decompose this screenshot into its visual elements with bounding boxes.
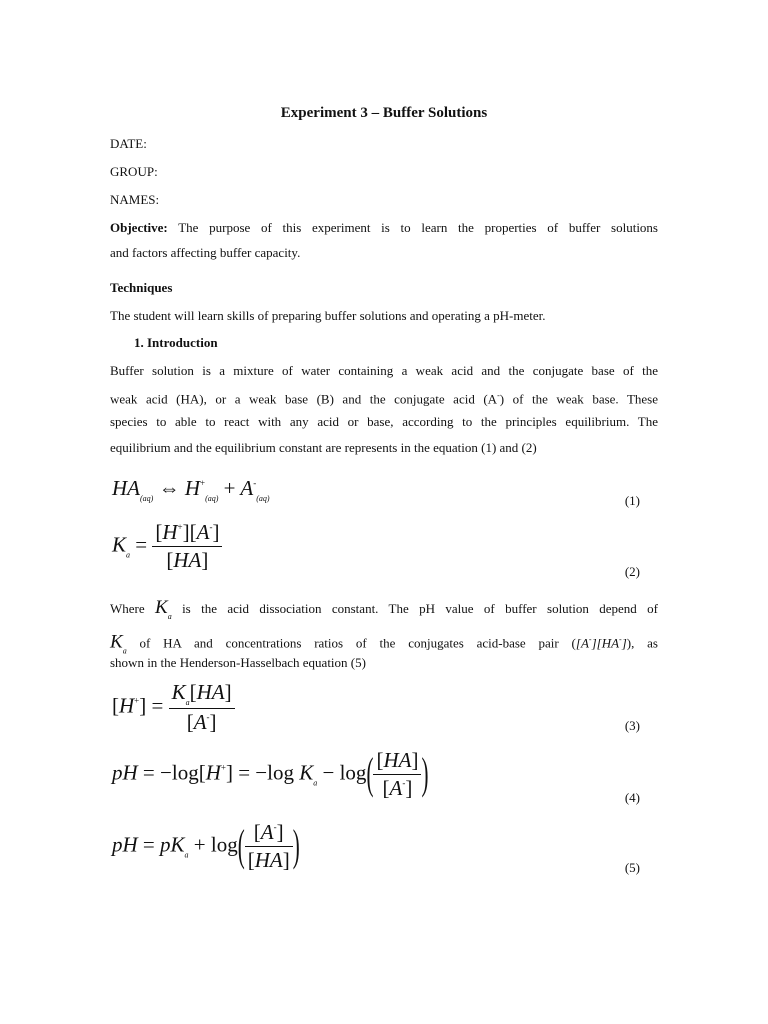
eq2-equals: = [135, 532, 148, 557]
group-label: GROUP: [110, 164, 158, 179]
intro-line-2-b: ) of the weak base. These [499, 391, 658, 407]
page-title: Experiment 3 – Buffer Solutions [280, 105, 488, 121]
objective-label: Objective: [110, 220, 168, 235]
equation-5-number: (5) [624, 860, 640, 875]
eq5-a: A [260, 820, 274, 844]
eq5-equals: = [142, 832, 155, 857]
where-line [110, 597, 659, 625]
eq5-ha: HA [254, 848, 283, 872]
eq2-k-sub: a [126, 550, 131, 560]
where-k: K [155, 597, 168, 618]
objective-line [110, 220, 658, 236]
names-label: NAMES: [110, 192, 160, 207]
equation-4: pH = −log[H+] = −log $K_a - \log$( $\frac{[HA]}{[A^-]}$ ) [112, 748, 429, 800]
eq4-a: A [389, 776, 403, 800]
eq4-k: K [299, 760, 314, 785]
eq2-a: A [196, 520, 210, 544]
eq1-h-sup: + [200, 478, 206, 488]
of-a-sym: A [580, 635, 589, 651]
eq4-neg-log: = −log [142, 760, 199, 785]
where-k-sub: a [167, 612, 172, 621]
eq5-ph: pH [112, 832, 138, 857]
of-k-sub: a [122, 646, 127, 656]
eq2-h: H [162, 520, 178, 544]
eq3-a-sup: - [206, 712, 210, 722]
eq1-a-sup: - [253, 478, 257, 488]
eq5-numerator: [A-] [253, 820, 284, 844]
equation-1 [112, 476, 270, 503]
eq3-h-sup: + [134, 695, 140, 706]
equation-3: [H+] = $\frac{K_a[HA]}{[A^-]}$ [112, 680, 235, 735]
eq4-ha: HA [383, 748, 412, 772]
shown-line: shown in the Henderson-Hasselbach equation (5) [110, 655, 366, 670]
of-a: of HA and concentrations ratios of the conjugates acid-base pair ( [126, 635, 576, 651]
eq2-numerator: [H+][A-] [155, 520, 220, 544]
of-a-sup: - [588, 635, 592, 644]
eq3-ha: HA [196, 680, 225, 704]
eq4-denominator: [A-] [373, 774, 421, 801]
eq4-a-sup: - [402, 778, 406, 788]
eq1-a: A [240, 476, 254, 500]
eq3-k-sub: a [185, 698, 190, 707]
eq2-k: K [112, 532, 127, 557]
of-ha-sym: HA [601, 635, 620, 651]
intro-line-2-a: weak acid (HA), or a weak base (B) and the conjugate acid (A [110, 391, 498, 407]
eq1-sub: (aq) [140, 494, 154, 503]
intro-line-3: species to able to react with any acid or base, according to the principles equilibrium. The [110, 414, 658, 429]
intro-line-2-sup: - [497, 391, 500, 400]
date-label: DATE: [110, 136, 147, 151]
eq4-h: H [205, 760, 221, 785]
eq4-k-sub: a [313, 778, 318, 788]
eq4-fraction [373, 748, 421, 801]
of-ha-sup: - [619, 635, 622, 644]
eq1-h-sub: (aq) [205, 494, 219, 503]
eq1-h: H [184, 476, 200, 500]
eq5-pk-sub: a [184, 850, 189, 860]
eq3-fraction [169, 680, 235, 735]
eq5-denominator: [HA] [245, 846, 293, 873]
eq3-denominator: [A-] [169, 708, 235, 735]
eq3-numerator: $K_a[HA]$ [171, 680, 232, 707]
eq3-h: H [119, 693, 135, 718]
intro-line-4: equilibrium and the equilibrium constant are represents in the equation (1) and (2) [110, 440, 537, 455]
eq1-a-sub: (aq) [256, 494, 270, 503]
intro-heading: 1. Introduction [134, 335, 218, 350]
eq3-equals: = [151, 693, 164, 718]
eq3-k: K [171, 680, 186, 704]
equation-1-number: (1) [624, 493, 640, 508]
objective-line-2: and factors affecting buffer capacity. [110, 245, 301, 260]
eq4-minus-log: − log [322, 760, 367, 785]
eq2-ha: HA [173, 548, 202, 572]
eq2-h-sup: + [177, 522, 183, 532]
techniques-text: The student will learn skills of preparing buffer solutions and operating a pH-meter. [110, 308, 546, 323]
eq4-ph: pH [112, 760, 138, 785]
intro-line-2 [110, 388, 658, 407]
where-b: is the acid dissociation constant. The pH value of buffer solution depend of [171, 601, 659, 616]
of-k: K [110, 631, 123, 653]
techniques-heading: Techniques [110, 280, 173, 295]
equation-3-number: (3) [624, 718, 640, 733]
of-line: $K_a$ of HA and concentrations ratios of the conjugates acid-base pair ([A-][HA-]), as [110, 631, 658, 656]
eq1-plus: + [223, 476, 236, 500]
equation-2-number: (2) [624, 564, 640, 579]
eq5-a-sup: - [273, 822, 277, 832]
objective-text: The purpose of this experiment is to learn the properties of buffer solutions [167, 220, 658, 235]
eq5-fraction [245, 820, 293, 873]
eq4-h-sup: + [220, 762, 226, 773]
equation-2 [112, 520, 222, 573]
eq2-denominator: [HA] [152, 546, 222, 573]
where-a: Where [110, 601, 156, 616]
equation-5: pH = $pK_a + \log$( $\frac{[A^-]}{[HA]}$ ) [112, 820, 300, 872]
eq5-pk: pK [160, 832, 185, 857]
equation-4-number: (4) [624, 790, 640, 805]
intro-line-1: Buffer solution is a mixture of water containing a weak acid and the conjugate base of the [110, 363, 658, 378]
eq5-plus-log: + log [193, 832, 238, 857]
eq3-a: A [193, 710, 207, 734]
eq4-numerator: [HA] [376, 748, 419, 772]
eq4-neg-log-2: = −log [238, 760, 294, 785]
eq1-arrow: ⇔ [158, 476, 180, 500]
eq2-fraction [152, 520, 222, 573]
eq1-ha: HA [112, 476, 140, 500]
of-b: ), as [626, 635, 658, 651]
eq2-a-sup: - [209, 522, 213, 532]
